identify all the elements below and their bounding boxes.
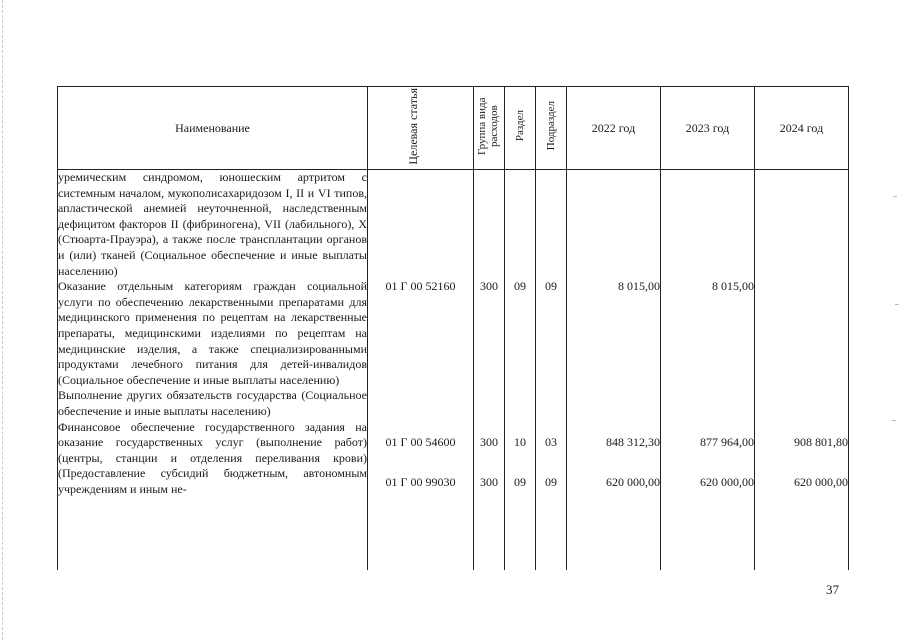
- header-section: Раздел: [505, 87, 536, 170]
- subsection-value: 09: [545, 475, 557, 490]
- row-description: уремическим синдромом, юношеским артритом с системным началом, мукополисахаридозом I, II и VI типов, апластической анемией неуточненной, наследственным дефицитом факторов II (фибриногена), VII (лабильного), X (Стюарта-Прауэра), а также после трансплантации органов и (или) тканей (Социальное обеспечение и иные выплаты населению): [58, 170, 367, 278]
- section-value: 10: [514, 434, 526, 449]
- table-body-row: [58, 170, 849, 571]
- target-article-value: 01 Г 00 52160: [385, 279, 456, 293]
- row-description: Финансовое обеспечение государственного задания на оказание государственных услуг (выполнение работ) (центры, станции и отделения переливания крови) (Предоставление субсидий бюджетным, автономным учреждениям и иным не-: [58, 419, 367, 496]
- scan-artifact: [893, 196, 897, 197]
- subsection-value: 03: [545, 434, 557, 449]
- expense-group-value: 300: [480, 434, 498, 449]
- header-2024: 2024 год: [755, 87, 849, 170]
- amount-2024-value: 908 801,80: [794, 434, 848, 449]
- expense-group-value: 300: [480, 279, 498, 293]
- table-header-row: [58, 87, 849, 170]
- amount-2022-value: 8 015,00: [618, 279, 660, 293]
- scan-edge-line: [2, 0, 4, 640]
- expense-group-value: 300: [480, 475, 498, 490]
- amount-2024-value: [755, 279, 848, 295]
- amount-2024-value: 620 000,00: [794, 475, 848, 490]
- header-2022: 2022 год: [567, 87, 661, 170]
- target-article-value: 01 Г 00 54600: [385, 434, 456, 449]
- page-number: 37: [826, 582, 839, 597]
- row-description: Выполнение других обязательств государства (Социальное обеспечение и иные выплаты населению): [58, 388, 367, 418]
- amount-2024-column: [755, 170, 849, 571]
- scan-artifact: [895, 304, 899, 305]
- expense-group-column: [474, 170, 505, 571]
- header-name: Наименование: [58, 87, 368, 170]
- amount-2023-column: [661, 170, 755, 571]
- section-value: 09: [514, 279, 526, 293]
- section-column: [505, 170, 536, 571]
- row-description: Оказание отдельным категориям граждан социальной услуги по обеспечению лекарственными препаратами для медицинского применения по рецептам на лекарственные препараты, медицинскими изделиями по рецептам на медицинские изделия, а также специализированными продуктами лечебного питания для детей-инвалидов (Социальное обеспечение и иные выплаты населению): [58, 279, 367, 387]
- header-expense-group: Группа вида расходов: [474, 87, 505, 170]
- amount-2023-value: 620 000,00: [700, 475, 754, 490]
- amount-2022-column: [567, 170, 661, 571]
- target-article-column: [368, 170, 474, 571]
- section-value: 09: [514, 475, 526, 490]
- amount-2023-value: 8 015,00: [712, 279, 754, 293]
- amount-2022-value: 620 000,00: [606, 475, 660, 490]
- target-article-value: 01 Г 00 99030: [385, 475, 456, 490]
- header-target-article: Целевая статья: [368, 87, 474, 170]
- subsection-column: [536, 170, 567, 571]
- header-2023: 2023 год: [661, 87, 755, 170]
- amount-2023-value: 877 964,00: [700, 434, 754, 449]
- budget-table: [57, 86, 849, 570]
- header-subsection: Подраздел: [536, 87, 567, 170]
- name-column: [58, 170, 368, 571]
- scan-artifact: [892, 420, 896, 421]
- amount-2022-value: 848 312,30: [606, 434, 660, 449]
- subsection-value: 09: [545, 279, 557, 293]
